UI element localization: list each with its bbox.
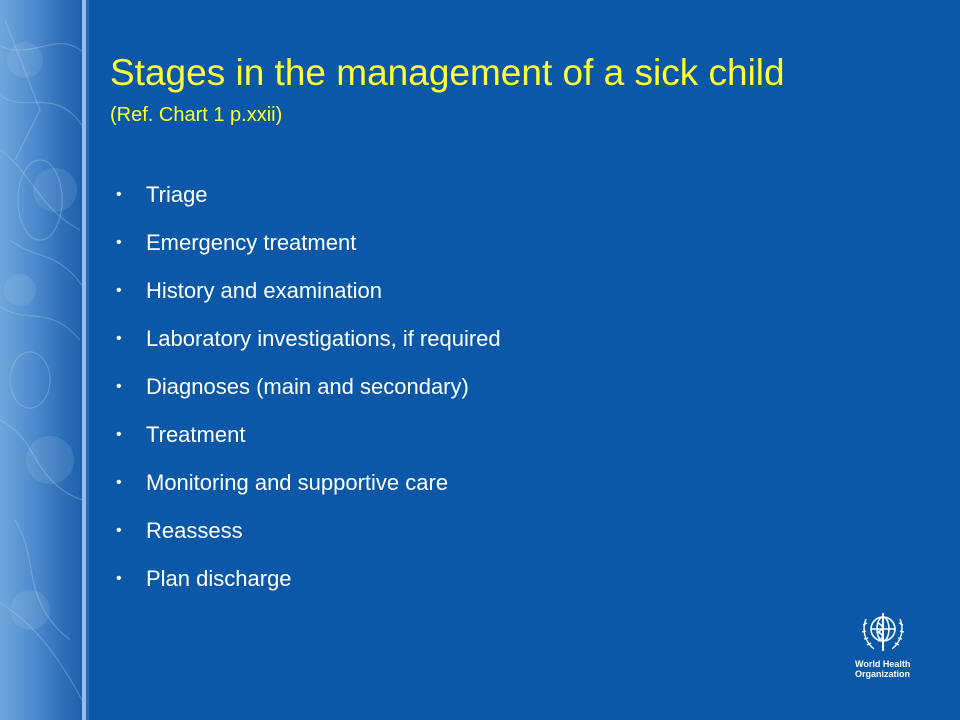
list-item-text: Treatment (146, 422, 246, 447)
bullet-marker: • (116, 378, 122, 395)
list-item-text: Laboratory investigations, if required (146, 326, 501, 351)
list-item-text: Diagnoses (main and secondary) (146, 374, 469, 399)
decorative-left-strip (0, 0, 82, 720)
bullet-marker: • (116, 234, 122, 251)
decorative-pattern-icon (0, 0, 82, 720)
bullet-marker: • (116, 282, 122, 299)
bullet-marker: • (116, 426, 122, 443)
list-item-text: Emergency treatment (146, 230, 357, 255)
list-item-text: Monitoring and supportive care (146, 470, 449, 495)
bullet-marker: • (116, 522, 122, 539)
who-logo-line2: Organization (855, 669, 911, 679)
slide-title: Stages in the management of a sick child (110, 52, 785, 93)
bullet-marker: • (116, 474, 122, 491)
list-item-text: History and examination (146, 278, 383, 303)
list-item-text: Reassess (146, 518, 243, 543)
bullet-marker: • (116, 570, 122, 587)
who-logo-text (855, 659, 910, 679)
bullet-marker: • (116, 330, 122, 347)
slide-subtitle: (Ref. Chart 1 p.xxii) (110, 104, 283, 126)
list-item-text: Triage (146, 182, 208, 207)
bullet-marker: • (116, 186, 122, 203)
list-item-text: Plan discharge (146, 566, 292, 591)
who-logo-line1: World Health (855, 659, 911, 669)
